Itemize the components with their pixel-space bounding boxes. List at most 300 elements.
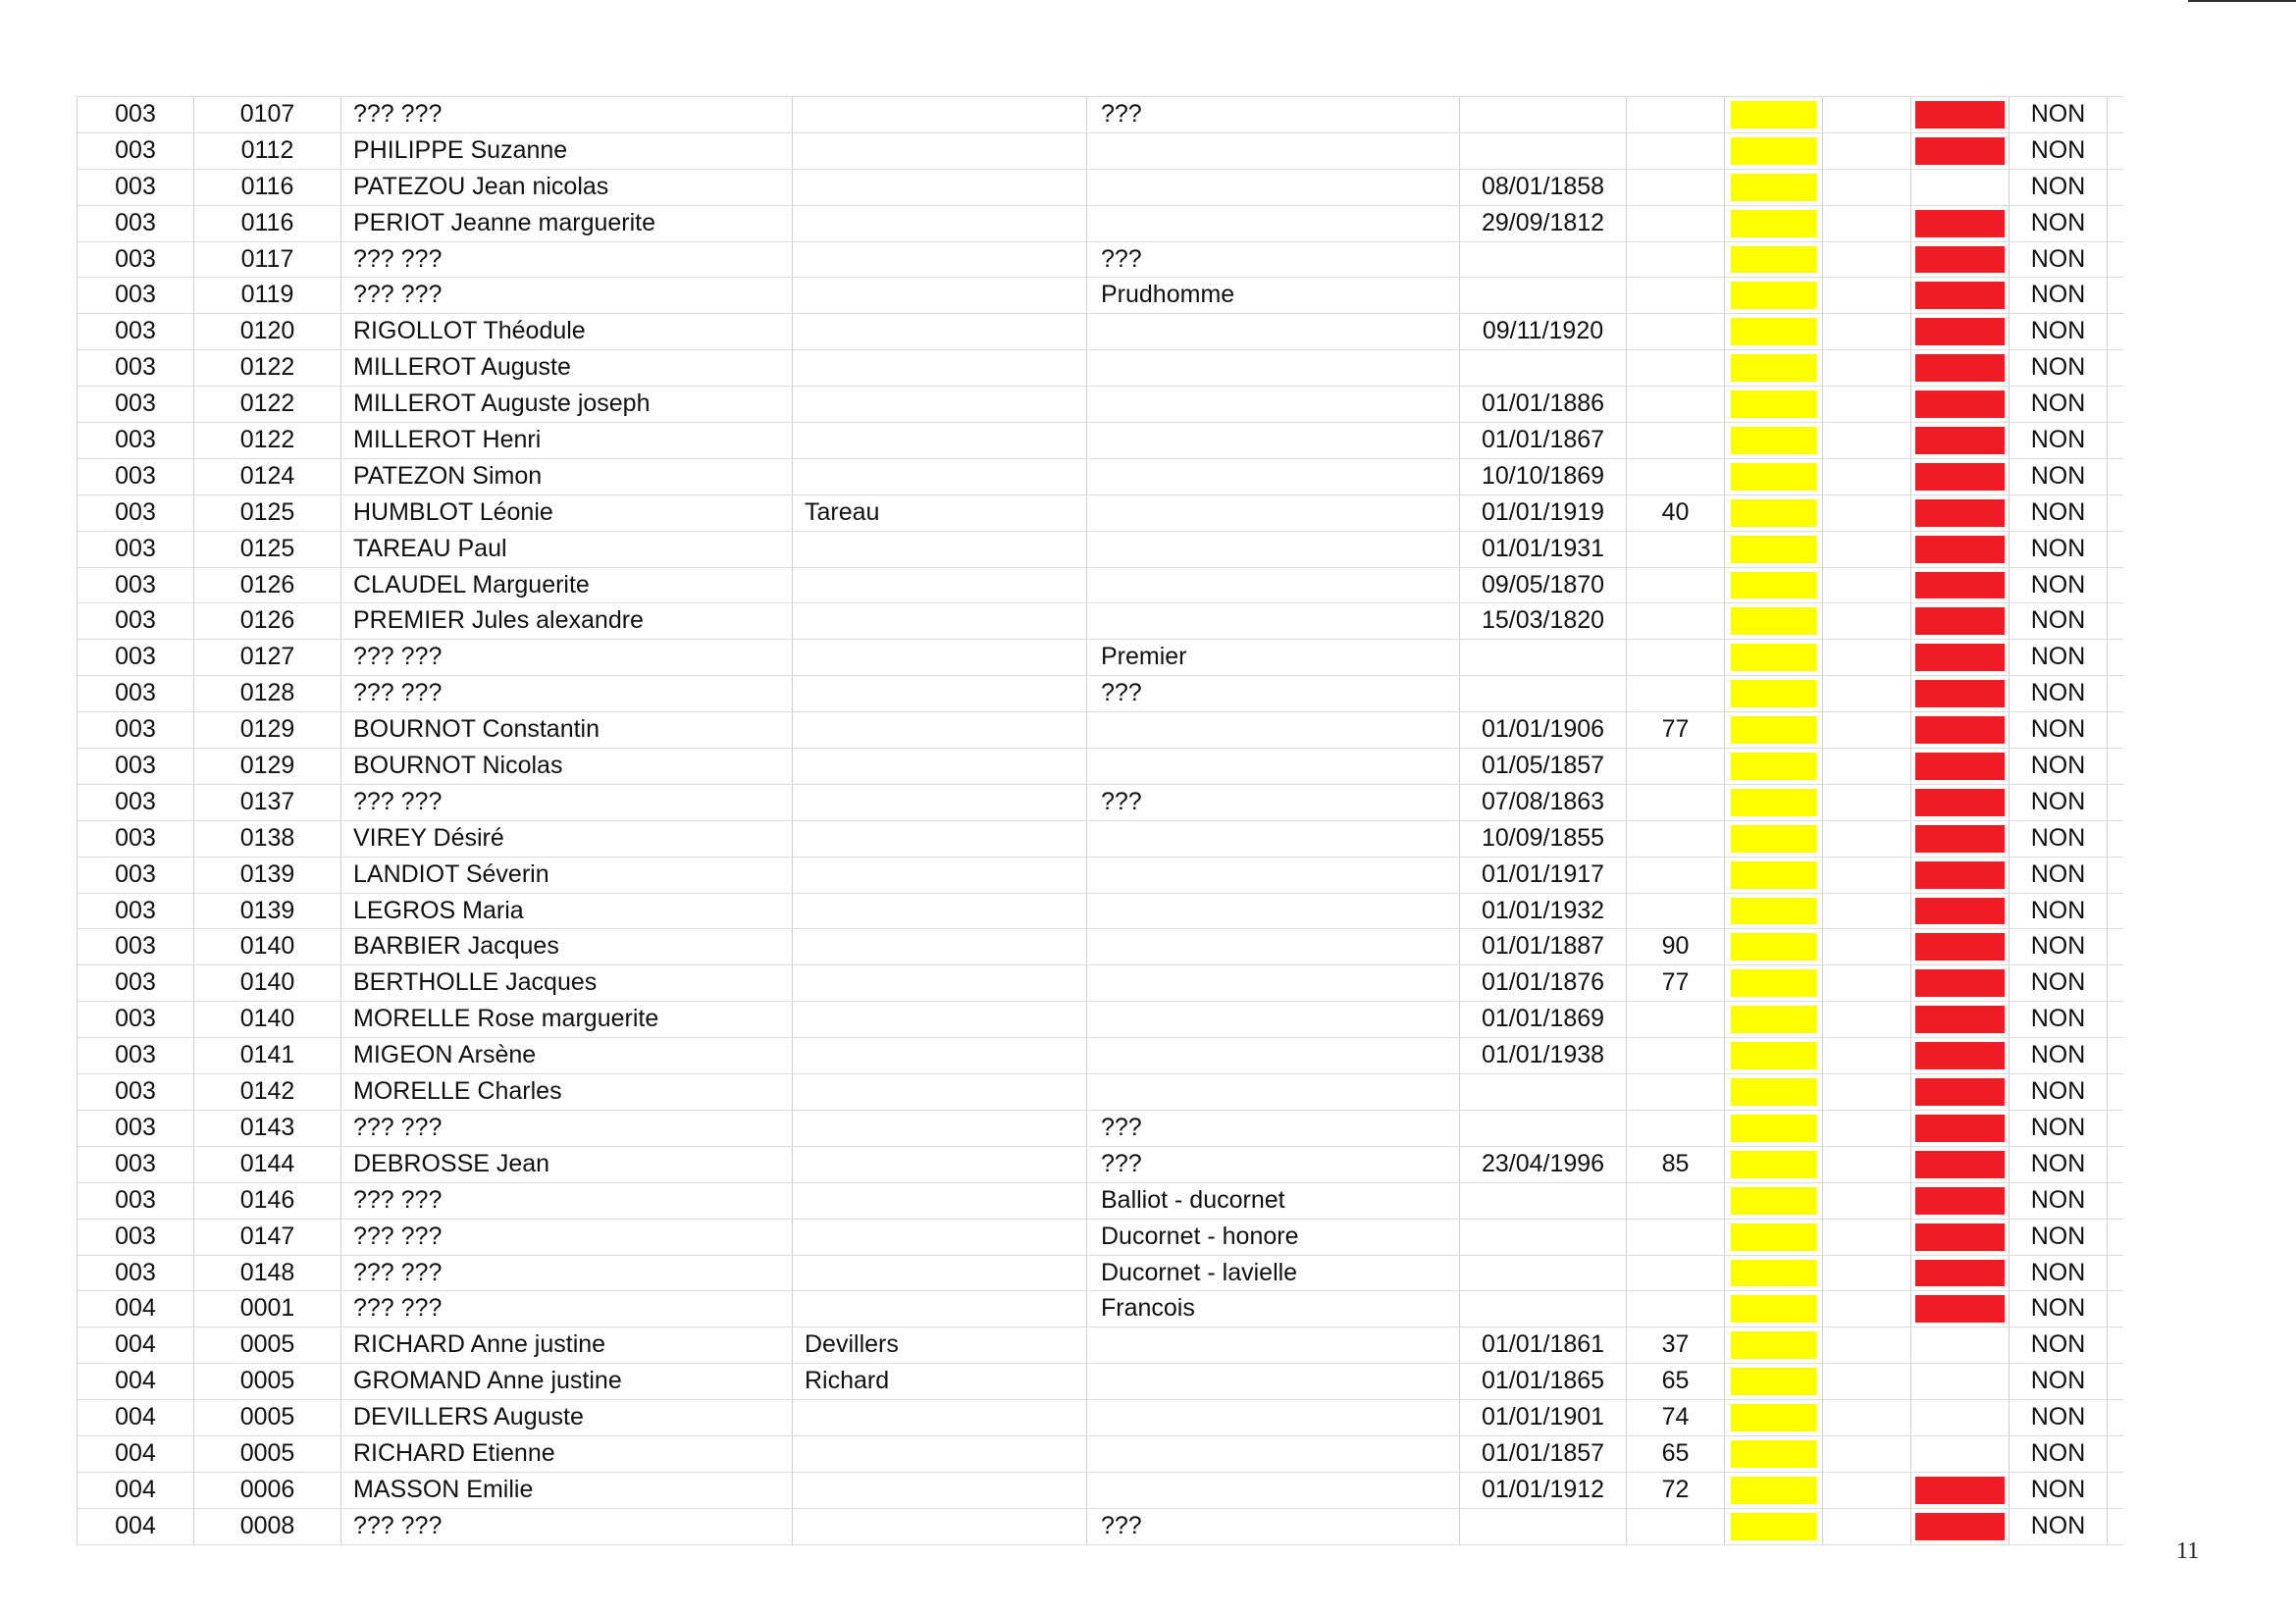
note-cell xyxy=(1087,133,1460,169)
status-cell: NON xyxy=(2009,1220,2108,1255)
date-cell xyxy=(1460,1291,1627,1327)
age-cell: 65 xyxy=(1627,1436,1725,1472)
yellow-marker-cell xyxy=(1725,1509,1823,1544)
red-marker-cell xyxy=(1911,495,2009,531)
section-code-cell: 003 xyxy=(77,1002,194,1037)
person-name-cell: GROMAND Anne justine xyxy=(341,1364,793,1399)
red-marker xyxy=(1915,427,2005,454)
date-cell: 01/01/1931 xyxy=(1460,532,1627,567)
record-number-cell: 0005 xyxy=(194,1364,341,1399)
red-marker-cell xyxy=(1911,1473,2009,1508)
empty-cell xyxy=(1823,1364,1911,1399)
status-cell: NON xyxy=(2009,894,2108,929)
status-cell: NON xyxy=(2009,459,2108,494)
note-cell xyxy=(1087,858,1460,893)
date-cell xyxy=(1460,133,1627,169)
record-number-cell: 0116 xyxy=(194,206,341,241)
yellow-marker-cell xyxy=(1725,749,1823,784)
yellow-marker xyxy=(1731,137,1816,165)
yellow-marker-cell xyxy=(1725,459,1823,494)
yellow-marker xyxy=(1731,825,1816,853)
note-cell xyxy=(1087,423,1460,458)
note-cell xyxy=(1087,206,1460,241)
age-cell xyxy=(1627,1509,1725,1544)
table-row xyxy=(77,1509,2123,1545)
person-name-cell: CLAUDEL Marguerite xyxy=(341,568,793,603)
alternate-name-cell xyxy=(793,206,1087,241)
status-cell: NON xyxy=(2009,1038,2108,1073)
yellow-marker xyxy=(1731,390,1816,418)
table-row xyxy=(77,821,2123,858)
alternate-name-cell xyxy=(793,894,1087,929)
record-number-cell: 0112 xyxy=(194,133,341,169)
table-row xyxy=(77,242,2123,279)
status-cell: NON xyxy=(2009,532,2108,567)
age-cell xyxy=(1627,640,1725,675)
red-marker xyxy=(1915,101,2005,129)
red-marker-cell xyxy=(1911,1220,2009,1255)
date-cell: 01/01/1876 xyxy=(1460,965,1627,1001)
section-code-cell: 004 xyxy=(77,1473,194,1508)
yellow-marker-cell xyxy=(1725,1183,1823,1219)
person-name-cell: ??? ??? xyxy=(341,640,793,675)
person-name-cell: ??? ??? xyxy=(341,1111,793,1146)
record-number-cell: 0142 xyxy=(194,1074,341,1110)
age-cell xyxy=(1627,1038,1725,1073)
alternate-name-cell xyxy=(793,821,1087,857)
empty-cell xyxy=(1823,350,1911,386)
note-cell xyxy=(1087,568,1460,603)
red-marker xyxy=(1915,1331,2005,1359)
alternate-name-cell xyxy=(793,278,1087,313)
red-marker xyxy=(1915,1440,2005,1468)
page-number: 11 xyxy=(2176,1538,2200,1564)
status-cell: NON xyxy=(2009,133,2108,169)
yellow-marker xyxy=(1731,644,1816,671)
status-cell: NON xyxy=(2009,1256,2108,1291)
age-cell: 37 xyxy=(1627,1327,1725,1363)
yellow-marker-cell xyxy=(1725,1038,1823,1073)
yellow-marker xyxy=(1731,1513,1816,1540)
red-marker xyxy=(1915,1151,2005,1178)
alternate-name-cell xyxy=(793,1111,1087,1146)
date-cell xyxy=(1460,1509,1627,1544)
section-code-cell: 003 xyxy=(77,314,194,349)
person-name-cell: ??? ??? xyxy=(341,676,793,711)
red-marker-cell xyxy=(1911,1074,2009,1110)
red-marker-cell xyxy=(1911,1038,2009,1073)
yellow-marker xyxy=(1731,210,1816,237)
yellow-marker-cell xyxy=(1725,1364,1823,1399)
age-cell xyxy=(1627,894,1725,929)
note-cell: ??? xyxy=(1087,242,1460,278)
yellow-marker-cell xyxy=(1725,242,1823,278)
yellow-marker xyxy=(1731,499,1816,527)
empty-cell xyxy=(1823,568,1911,603)
status-cell: NON xyxy=(2009,712,2108,748)
date-cell: 01/01/1857 xyxy=(1460,1436,1627,1472)
date-cell xyxy=(1460,97,1627,132)
record-number-cell: 0148 xyxy=(194,1256,341,1291)
date-cell xyxy=(1460,676,1627,711)
record-number-cell: 0005 xyxy=(194,1436,341,1472)
yellow-marker xyxy=(1731,318,1816,345)
red-marker xyxy=(1915,1404,2005,1431)
yellow-marker xyxy=(1731,354,1816,382)
status-cell: NON xyxy=(2009,568,2108,603)
record-number-cell: 0122 xyxy=(194,423,341,458)
red-marker xyxy=(1915,137,2005,165)
red-marker-cell xyxy=(1911,858,2009,893)
section-code-cell: 003 xyxy=(77,785,194,820)
age-cell xyxy=(1627,423,1725,458)
empty-cell xyxy=(1823,676,1911,711)
date-cell: 01/01/1917 xyxy=(1460,858,1627,893)
person-name-cell: PERIOT Jeanne marguerite xyxy=(341,206,793,241)
yellow-marker xyxy=(1731,1477,1816,1504)
yellow-marker-cell xyxy=(1725,1220,1823,1255)
empty-cell xyxy=(1823,965,1911,1001)
red-marker xyxy=(1915,390,2005,418)
yellow-marker xyxy=(1731,1331,1816,1359)
table-row xyxy=(77,387,2123,423)
empty-cell xyxy=(1823,749,1911,784)
table-row xyxy=(77,1220,2123,1256)
status-cell: NON xyxy=(2009,929,2108,964)
red-marker xyxy=(1915,607,2005,635)
yellow-marker-cell xyxy=(1725,97,1823,132)
alternate-name-cell xyxy=(793,170,1087,205)
yellow-marker xyxy=(1731,536,1816,563)
empty-cell xyxy=(1823,1220,1911,1255)
alternate-name-cell xyxy=(793,603,1087,639)
yellow-marker xyxy=(1731,246,1816,274)
table-row xyxy=(77,603,2123,640)
alternate-name-cell xyxy=(793,459,1087,494)
red-marker-cell xyxy=(1911,676,2009,711)
date-cell: 01/01/1867 xyxy=(1460,423,1627,458)
section-code-cell: 003 xyxy=(77,640,194,675)
person-name-cell: DEBROSSE Jean xyxy=(341,1147,793,1182)
red-marker-cell xyxy=(1911,170,2009,205)
record-number-cell: 0140 xyxy=(194,965,341,1001)
note-cell xyxy=(1087,965,1460,1001)
note-cell xyxy=(1087,170,1460,205)
date-cell: 01/01/1901 xyxy=(1460,1400,1627,1435)
age-cell: 90 xyxy=(1627,929,1725,964)
yellow-marker xyxy=(1731,789,1816,816)
yellow-marker xyxy=(1731,1115,1816,1142)
alternate-name-cell xyxy=(793,1038,1087,1073)
yellow-marker-cell xyxy=(1725,965,1823,1001)
empty-cell xyxy=(1823,1291,1911,1327)
record-number-cell: 0137 xyxy=(194,785,341,820)
status-cell: NON xyxy=(2009,1111,2108,1146)
yellow-marker xyxy=(1731,101,1816,129)
note-cell: Ducornet - lavielle xyxy=(1087,1256,1460,1291)
age-cell xyxy=(1627,676,1725,711)
yellow-marker xyxy=(1731,1006,1816,1033)
section-code-cell: 003 xyxy=(77,1183,194,1219)
red-marker-cell xyxy=(1911,423,2009,458)
person-name-cell: PREMIER Jules alexandre xyxy=(341,603,793,639)
record-number-cell: 0117 xyxy=(194,242,341,278)
section-code-cell: 004 xyxy=(77,1509,194,1544)
yellow-marker-cell xyxy=(1725,278,1823,313)
alternate-name-cell xyxy=(793,387,1087,422)
red-marker-cell xyxy=(1911,712,2009,748)
red-marker xyxy=(1915,861,2005,889)
person-name-cell: HUMBLOT Léonie xyxy=(341,495,793,531)
record-number-cell: 0107 xyxy=(194,97,341,132)
yellow-marker xyxy=(1731,1404,1816,1431)
person-name-cell: RICHARD Etienne xyxy=(341,1436,793,1472)
red-marker xyxy=(1915,499,2005,527)
yellow-marker-cell xyxy=(1725,1002,1823,1037)
age-cell: 85 xyxy=(1627,1147,1725,1182)
record-number-cell: 0005 xyxy=(194,1400,341,1435)
red-marker xyxy=(1915,789,2005,816)
alternate-name-cell xyxy=(793,423,1087,458)
status-cell: NON xyxy=(2009,821,2108,857)
person-name-cell: ??? ??? xyxy=(341,1183,793,1219)
red-marker xyxy=(1915,246,2005,274)
record-number-cell: 0008 xyxy=(194,1509,341,1544)
yellow-marker-cell xyxy=(1725,170,1823,205)
section-code-cell: 003 xyxy=(77,929,194,964)
section-code-cell: 003 xyxy=(77,242,194,278)
register-table xyxy=(77,96,2123,1545)
section-code-cell: 003 xyxy=(77,858,194,893)
empty-cell xyxy=(1823,1327,1911,1363)
status-cell: NON xyxy=(2009,858,2108,893)
yellow-marker-cell xyxy=(1725,1473,1823,1508)
yellow-marker xyxy=(1731,463,1816,491)
empty-cell xyxy=(1823,459,1911,494)
age-cell xyxy=(1627,603,1725,639)
status-cell: NON xyxy=(2009,749,2108,784)
note-cell xyxy=(1087,1473,1460,1508)
table-row xyxy=(77,133,2123,170)
table-row xyxy=(77,97,2123,133)
table-row xyxy=(77,206,2123,242)
alternate-name-cell xyxy=(793,133,1087,169)
empty-cell xyxy=(1823,423,1911,458)
table-row xyxy=(77,676,2123,712)
person-name-cell: MILLEROT Auguste xyxy=(341,350,793,386)
alternate-name-cell xyxy=(793,1400,1087,1435)
date-cell: 01/01/1887 xyxy=(1460,929,1627,964)
date-cell: 01/01/1865 xyxy=(1460,1364,1627,1399)
record-number-cell: 0127 xyxy=(194,640,341,675)
person-name-cell: LANDIOT Séverin xyxy=(341,858,793,893)
status-cell: NON xyxy=(2009,1364,2108,1399)
yellow-marker-cell xyxy=(1725,676,1823,711)
section-code-cell: 003 xyxy=(77,1038,194,1073)
red-marker-cell xyxy=(1911,1400,2009,1435)
person-name-cell: MIGEON Arsène xyxy=(341,1038,793,1073)
red-marker xyxy=(1915,680,2005,707)
note-cell xyxy=(1087,929,1460,964)
yellow-marker-cell xyxy=(1725,423,1823,458)
record-number-cell: 0147 xyxy=(194,1220,341,1255)
red-marker xyxy=(1915,282,2005,309)
status-cell: NON xyxy=(2009,676,2108,711)
yellow-marker-cell xyxy=(1725,495,1823,531)
red-marker-cell xyxy=(1911,640,2009,675)
note-cell xyxy=(1087,1364,1460,1399)
yellow-marker xyxy=(1731,1187,1816,1215)
record-number-cell: 0139 xyxy=(194,894,341,929)
age-cell xyxy=(1627,314,1725,349)
red-marker xyxy=(1915,354,2005,382)
red-marker xyxy=(1915,969,2005,997)
table-row xyxy=(77,965,2123,1002)
person-name-cell: ??? ??? xyxy=(341,242,793,278)
status-cell: NON xyxy=(2009,350,2108,386)
record-number-cell: 0144 xyxy=(194,1147,341,1182)
person-name-cell: PHILIPPE Suzanne xyxy=(341,133,793,169)
alternate-name-cell xyxy=(793,1147,1087,1182)
yellow-marker xyxy=(1731,861,1816,889)
table-row xyxy=(77,1002,2123,1038)
yellow-marker-cell xyxy=(1725,1436,1823,1472)
alternate-name-cell: Tareau xyxy=(793,495,1087,531)
red-marker-cell xyxy=(1911,894,2009,929)
empty-cell xyxy=(1823,1436,1911,1472)
empty-cell xyxy=(1823,278,1911,313)
empty-cell xyxy=(1823,858,1911,893)
note-cell: ??? xyxy=(1087,1111,1460,1146)
record-number-cell: 0139 xyxy=(194,858,341,893)
section-code-cell: 003 xyxy=(77,1111,194,1146)
red-marker xyxy=(1915,1513,2005,1540)
table-row xyxy=(77,1400,2123,1436)
note-cell: Premier xyxy=(1087,640,1460,675)
empty-cell xyxy=(1823,206,1911,241)
red-marker xyxy=(1915,1042,2005,1069)
empty-cell xyxy=(1823,495,1911,531)
alternate-name-cell xyxy=(793,1074,1087,1110)
note-cell: Ducornet - honore xyxy=(1087,1220,1460,1255)
status-cell: NON xyxy=(2009,1147,2108,1182)
red-marker xyxy=(1915,1295,2005,1323)
table-row xyxy=(77,712,2123,749)
date-cell: 08/01/1858 xyxy=(1460,170,1627,205)
age-cell xyxy=(1627,242,1725,278)
empty-cell xyxy=(1823,821,1911,857)
table-row xyxy=(77,459,2123,495)
table-row xyxy=(77,568,2123,604)
note-cell xyxy=(1087,1074,1460,1110)
alternate-name-cell xyxy=(793,712,1087,748)
empty-cell xyxy=(1823,1147,1911,1182)
note-cell: ??? xyxy=(1087,97,1460,132)
age-cell xyxy=(1627,1220,1725,1255)
note-cell: Francois xyxy=(1087,1291,1460,1327)
note-cell xyxy=(1087,749,1460,784)
table-row xyxy=(77,785,2123,821)
person-name-cell: PATEZON Simon xyxy=(341,459,793,494)
person-name-cell: ??? ??? xyxy=(341,1509,793,1544)
age-cell xyxy=(1627,459,1725,494)
red-marker-cell xyxy=(1911,929,2009,964)
age-cell xyxy=(1627,532,1725,567)
record-number-cell: 0129 xyxy=(194,712,341,748)
date-cell: 01/01/1886 xyxy=(1460,387,1627,422)
section-code-cell: 003 xyxy=(77,1074,194,1110)
section-code-cell: 003 xyxy=(77,423,194,458)
empty-cell xyxy=(1823,387,1911,422)
date-cell: 15/03/1820 xyxy=(1460,603,1627,639)
empty-cell xyxy=(1823,1509,1911,1544)
note-cell xyxy=(1087,387,1460,422)
yellow-marker-cell xyxy=(1725,1111,1823,1146)
status-cell: NON xyxy=(2009,965,2108,1001)
table-row xyxy=(77,858,2123,894)
empty-cell xyxy=(1823,640,1911,675)
age-cell: 77 xyxy=(1627,965,1725,1001)
person-name-cell: MORELLE Rose marguerite xyxy=(341,1002,793,1037)
person-name-cell: BOURNOT Constantin xyxy=(341,712,793,748)
alternate-name-cell xyxy=(793,1002,1087,1037)
yellow-marker-cell xyxy=(1725,206,1823,241)
person-name-cell: MORELLE Charles xyxy=(341,1074,793,1110)
table-row xyxy=(77,1291,2123,1327)
red-marker-cell xyxy=(1911,568,2009,603)
red-marker-cell xyxy=(1911,1002,2009,1037)
status-cell: NON xyxy=(2009,97,2108,132)
section-code-cell: 003 xyxy=(77,1256,194,1291)
alternate-name-cell xyxy=(793,1509,1087,1544)
note-cell xyxy=(1087,712,1460,748)
section-code-cell: 004 xyxy=(77,1400,194,1435)
status-cell: NON xyxy=(2009,603,2108,639)
yellow-marker-cell xyxy=(1725,1147,1823,1182)
note-cell: Prudhomme xyxy=(1087,278,1460,313)
note-cell xyxy=(1087,1400,1460,1435)
date-cell: 01/01/1938 xyxy=(1460,1038,1627,1073)
section-code-cell: 003 xyxy=(77,459,194,494)
status-cell: NON xyxy=(2009,170,2108,205)
section-code-cell: 003 xyxy=(77,97,194,132)
empty-cell xyxy=(1823,1074,1911,1110)
table-row xyxy=(77,350,2123,387)
red-marker xyxy=(1915,1368,2005,1395)
note-cell: ??? xyxy=(1087,1509,1460,1544)
record-number-cell: 0141 xyxy=(194,1038,341,1073)
empty-cell xyxy=(1823,894,1911,929)
yellow-marker-cell xyxy=(1725,387,1823,422)
age-cell xyxy=(1627,133,1725,169)
alternate-name-cell xyxy=(793,242,1087,278)
status-cell: NON xyxy=(2009,278,2108,313)
empty-cell xyxy=(1823,929,1911,964)
empty-cell xyxy=(1823,603,1911,639)
date-cell xyxy=(1460,278,1627,313)
person-name-cell: BERTHOLLE Jacques xyxy=(341,965,793,1001)
date-cell: 01/01/1869 xyxy=(1460,1002,1627,1037)
yellow-marker-cell xyxy=(1725,1256,1823,1291)
yellow-marker xyxy=(1731,1151,1816,1178)
record-number-cell: 0116 xyxy=(194,170,341,205)
alternate-name-cell: Devillers xyxy=(793,1327,1087,1363)
person-name-cell: BOURNOT Nicolas xyxy=(341,749,793,784)
record-number-cell: 0125 xyxy=(194,495,341,531)
table-row xyxy=(77,894,2123,930)
age-cell xyxy=(1627,821,1725,857)
person-name-cell: MILLEROT Henri xyxy=(341,423,793,458)
